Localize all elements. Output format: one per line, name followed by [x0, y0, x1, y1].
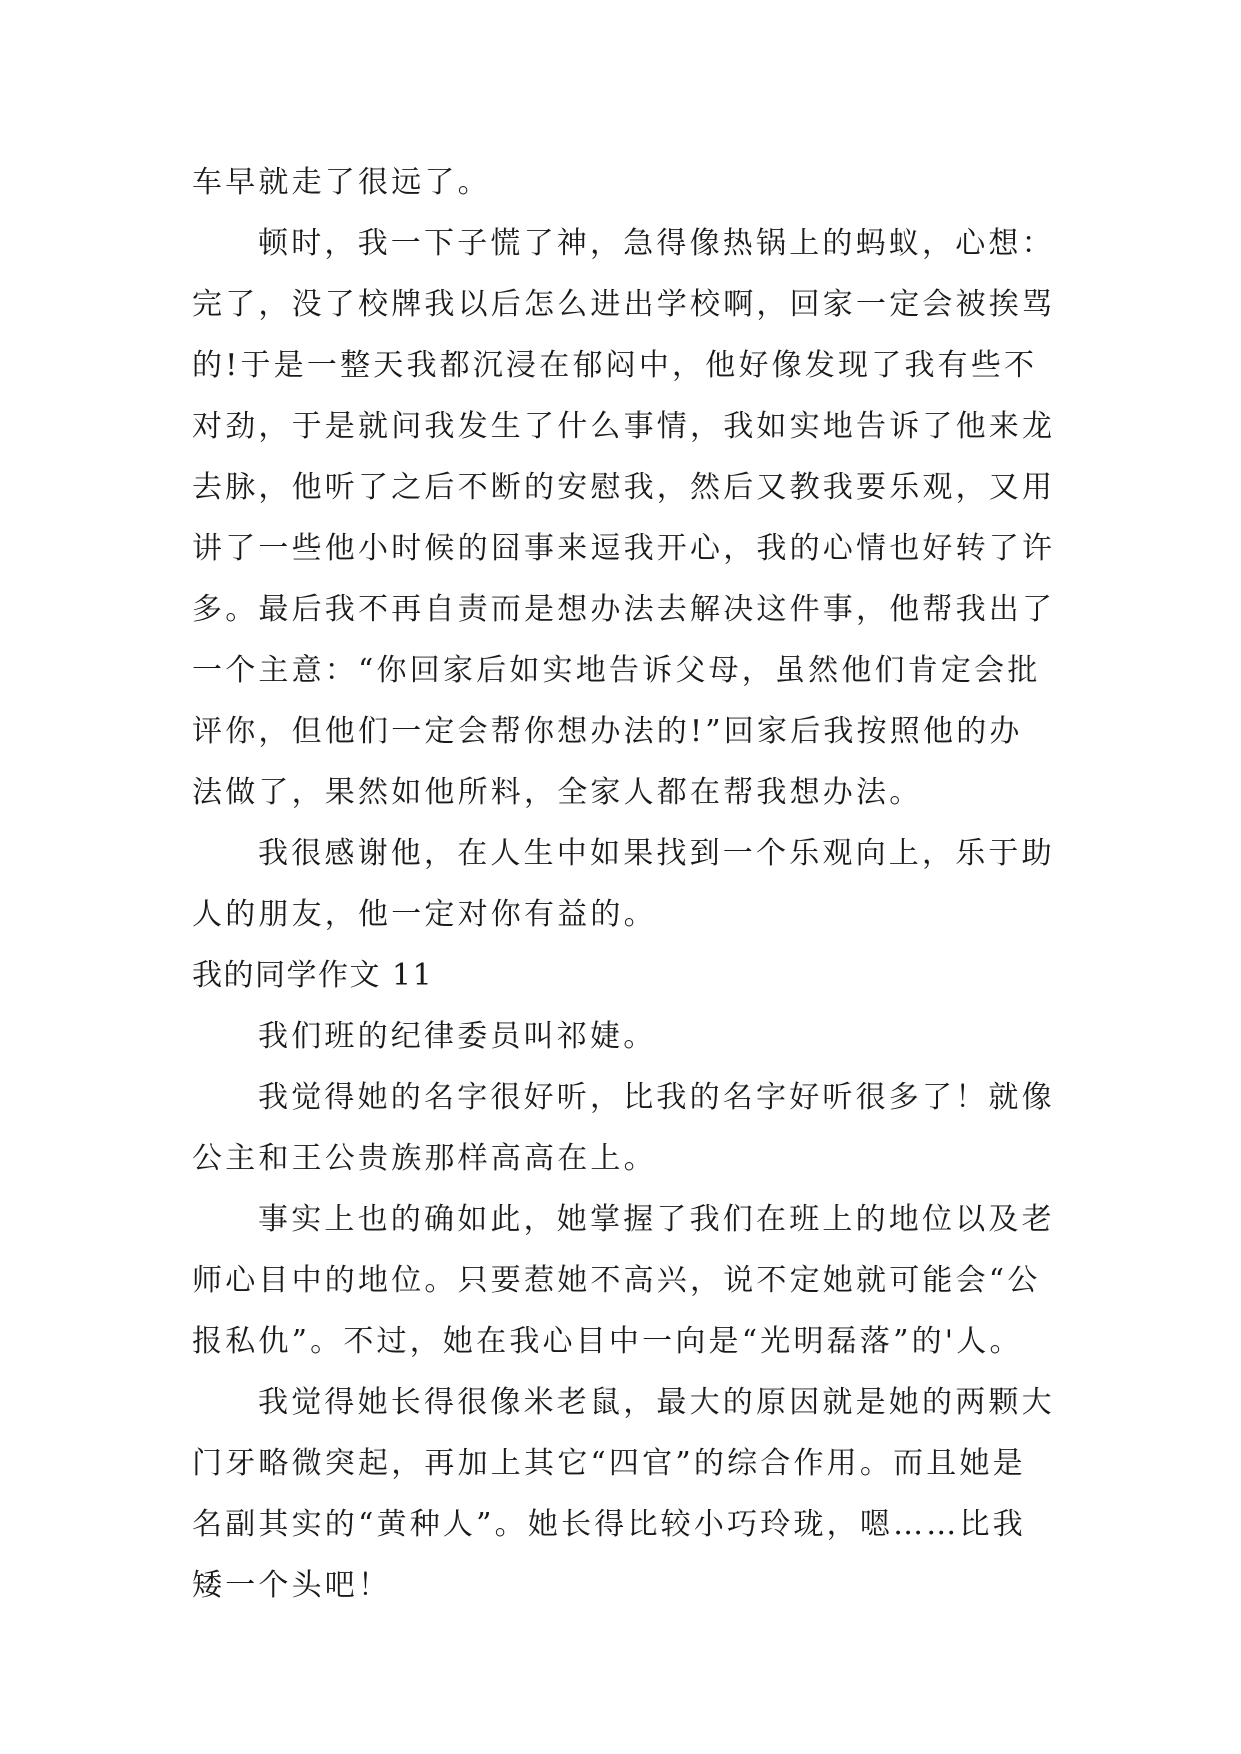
paragraph-first-line: 我觉得她的名字很好听，比我的名字好听很多了！就像 [258, 1080, 1055, 1115]
paragraph-line: 的!于是一整天我都沉浸在郁闷中，他好像发现了我有些不 [192, 348, 1038, 383]
paragraph-line: 对劲，于是就问我发生了什么事情，我如实地告诉了他来龙 [192, 409, 1056, 444]
paragraph-first-line: 事实上也的确如此，她掌握了我们在班上的地位以及老 [258, 1202, 1055, 1237]
paragraph-line: 法做了，果然如他所料，全家人都在帮我想办法。 [192, 775, 923, 810]
paragraph-first-line: 我们班的纪律委员叫祁婕。 [258, 1019, 657, 1054]
paragraph-line: 名副其实的“黄种人”。她长得比较小巧玲珑，嗯……比我 [192, 1507, 1026, 1542]
paragraph-line: 门牙略微突起，再加上其它“四官”的综合作用。而且她是 [192, 1446, 1026, 1481]
paragraph-line: 师心目中的地位。只要惹她不高兴，说不定她就可能会“公 [192, 1263, 1041, 1298]
paragraph-line: 讲了一些他小时候的囧事来逗我开心，我的心情也好转了许 [192, 531, 1056, 566]
paragraph-line: 评你，但他们一定会帮你想办法的!”回家后我按照他的办 [192, 714, 1023, 749]
paragraph-line: 多。最后我不再自责而是想办法去解决这件事，他帮我出了 [192, 592, 1056, 627]
paragraph-first-line: 我觉得她长得很像米老鼠，最大的原因就是她的两颗大 [258, 1385, 1055, 1420]
section-heading: 我的同学作文 11 [192, 958, 434, 993]
paragraph-line: 一个主意：“你回家后如实地告诉父母，虽然他们肯定会批 [192, 653, 1041, 688]
document-body [192, 152, 1062, 1616]
paragraph-line: 人的朋友，他一定对你有益的。 [192, 897, 657, 932]
paragraph-first-line: 我很感谢他，在人生中如果找到一个乐观向上，乐于助 [258, 836, 1055, 871]
paragraph-line: 完了，没了校牌我以后怎么进出学校啊，回家一定会被挨骂 [192, 287, 1056, 322]
paragraph-first-line: 顿时，我一下子慌了神，急得像热锅上的蚂蚁，心想： [258, 226, 1055, 261]
paragraph-line: 矮一个头吧！ [192, 1568, 392, 1603]
paragraph-line: 报私仇”。不过，她在我心目中一向是“光明磊落”的'人。 [192, 1324, 1023, 1359]
paragraph-line: 公主和王公贵族那样高高在上。 [192, 1141, 657, 1176]
paragraph-line: 去脉，他听了之后不断的安慰我，然后又教我要乐观，又用 [192, 470, 1056, 505]
paragraph-line: 车早就走了很远了。 [192, 165, 491, 200]
